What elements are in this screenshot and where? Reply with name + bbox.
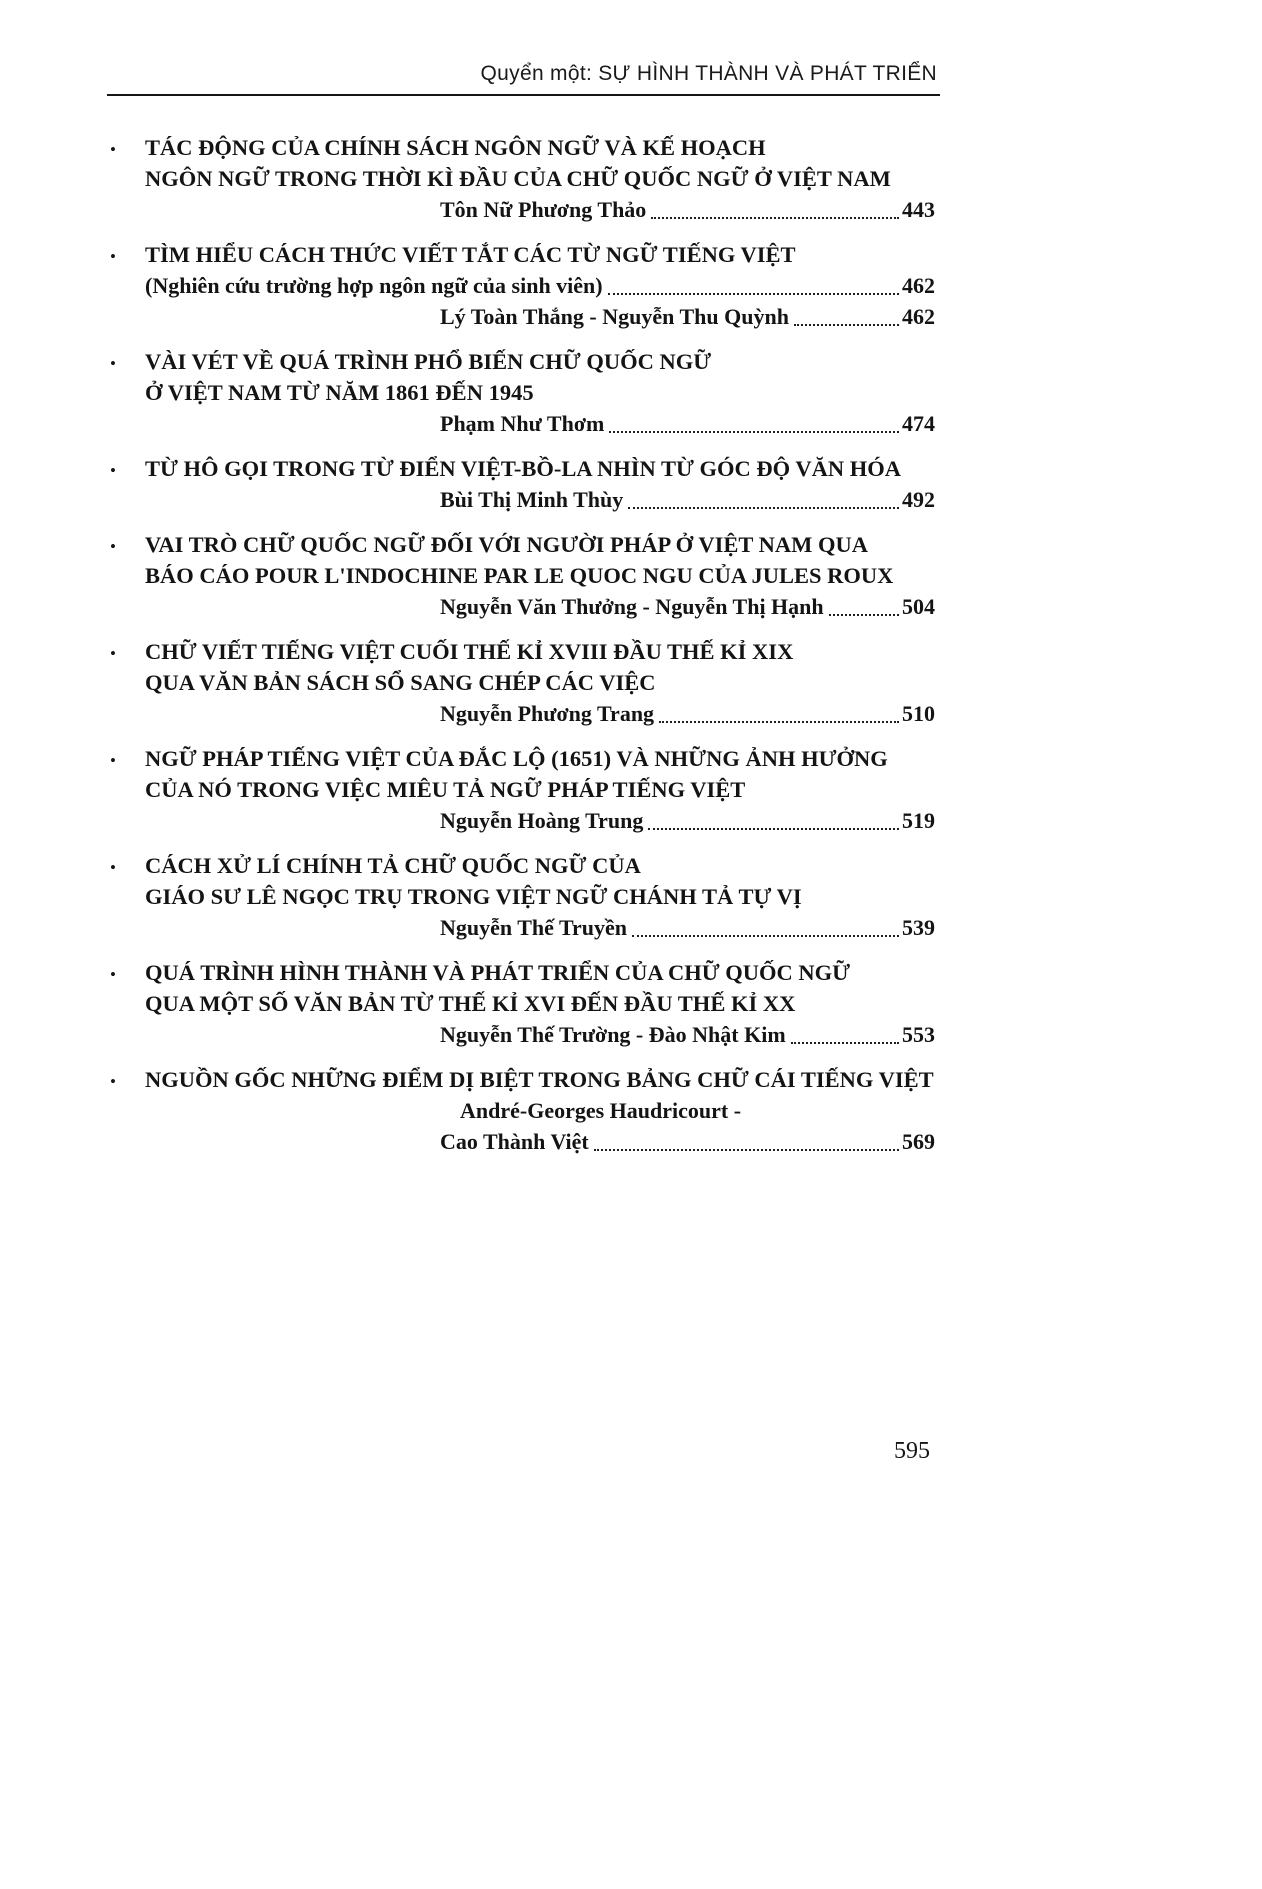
entry-body bbox=[145, 453, 935, 515]
row-text: Nguyễn Văn Thưởng - Nguyễn Thị Hạnh bbox=[440, 594, 824, 619]
row-page-number: 569 bbox=[902, 1129, 935, 1154]
entry-title-line: QUÁ TRÌNH HÌNH THÀNH VÀ PHÁT TRIỂN CỦA CHỮ QUỐC NGỮ bbox=[145, 960, 851, 985]
dot-leader bbox=[651, 217, 899, 219]
row-text: Nguyễn Thế Trường - Đào Nhật Kim bbox=[440, 1022, 786, 1047]
running-header-text: Quyển một: SỰ HÌNH THÀNH VÀ PHÁT TRIỂN bbox=[480, 62, 937, 85]
entry-row bbox=[145, 301, 935, 332]
entry-title-line: NGỮ PHÁP TIẾNG VIỆT CỦA ĐẮC LỘ (1651) VÀ NHỮNG ẢNH HƯỞNG bbox=[145, 746, 888, 771]
entry-row bbox=[145, 270, 935, 301]
entry-title-line: VÀI VÉT VỀ QUÁ TRÌNH PHỔ BIẾN CHỮ QUỐC NGỮ bbox=[145, 349, 712, 374]
dot-leader bbox=[628, 507, 899, 509]
entry-title-line: QUA VĂN BẢN SÁCH SỔ SANG CHÉP CÁC VIỆC bbox=[145, 670, 656, 695]
entry-title-line: NGÔN NGỮ TRONG THỜI KÌ ĐẦU CỦA CHỮ QUỐC NGỮ Ở VIỆT NAM bbox=[145, 166, 891, 191]
row-text: André-Georges Haudricourt - bbox=[460, 1098, 742, 1123]
bullet-icon: • bbox=[110, 751, 116, 770]
toc-entry bbox=[110, 132, 935, 225]
page-number: 595 bbox=[894, 1438, 930, 1464]
entry-title-line: Ở VIỆT NAM TỪ NĂM 1861 ĐẾN 1945 bbox=[145, 380, 534, 405]
entry-title-line: CÁCH XỬ LÍ CHÍNH TẢ CHỮ QUỐC NGỮ CỦA bbox=[145, 853, 641, 878]
entry-row bbox=[145, 1095, 935, 1126]
toc-entry bbox=[110, 636, 935, 729]
toc-entry bbox=[110, 1064, 935, 1157]
entry-title-line: QUA MỘT SỐ VĂN BẢN TỪ THẾ KỈ XVI ĐẾN ĐẦU THẾ KỈ XX bbox=[145, 991, 796, 1016]
entry-title-line: GIÁO SƯ LÊ NGỌC TRỤ TRONG VIỆT NGỮ CHÁNH TẢ TỰ VỊ bbox=[145, 884, 802, 909]
entry-body bbox=[145, 636, 935, 729]
running-header bbox=[0, 0, 1262, 94]
entry-row bbox=[145, 484, 935, 515]
row-page-number: 443 bbox=[902, 197, 935, 222]
entry-title-line: TÌM HIỂU CÁCH THỨC VIẾT TẮT CÁC TỪ NGỮ TIẾNG VIỆT bbox=[145, 242, 796, 267]
bullet-icon: • bbox=[110, 140, 116, 159]
toc-entry bbox=[110, 850, 935, 943]
entry-title-line: BÁO CÁO POUR L'INDOCHINE PAR LE QUOC NGU CỦA JULES ROUX bbox=[145, 563, 894, 588]
row-text: Bùi Thị Minh Thùy bbox=[440, 487, 624, 512]
entry-title-line: CHỮ VIẾT TIẾNG VIỆT CUỐI THẾ KỈ XVIII ĐẦU THẾ KỈ XIX bbox=[145, 639, 794, 664]
entry-title-line: NGUỒN GỐC NHỮNG ĐIỂM DỊ BIỆT TRONG BẢNG CHỮ CÁI TIẾNG VIỆT bbox=[145, 1067, 934, 1092]
entry-title-line: CỦA NÓ TRONG VIỆC MIÊU TẢ NGỮ PHÁP TIẾNG VIỆT bbox=[145, 777, 746, 802]
toc-entry bbox=[110, 743, 935, 836]
row-page-number: 519 bbox=[902, 808, 935, 833]
row-text: Phạm Như Thơm bbox=[440, 411, 605, 436]
row-page-number: 474 bbox=[902, 411, 935, 436]
bullet-icon: • bbox=[110, 537, 116, 556]
dot-leader bbox=[659, 721, 899, 723]
bullet-icon: • bbox=[110, 354, 116, 373]
row-text: Lý Toàn Thắng - Nguyễn Thu Quỳnh bbox=[440, 304, 789, 329]
entry-body bbox=[145, 132, 935, 225]
entry-body bbox=[145, 239, 935, 332]
dot-leader bbox=[594, 1149, 899, 1151]
entry-row bbox=[145, 408, 935, 439]
entry-body bbox=[145, 529, 935, 622]
bullet-icon: • bbox=[110, 644, 116, 663]
entry-body bbox=[145, 346, 935, 439]
bullet-icon: • bbox=[110, 965, 116, 984]
entry-row bbox=[145, 1019, 935, 1050]
header-rule bbox=[107, 94, 940, 96]
bullet-icon: • bbox=[110, 247, 116, 266]
entry-row bbox=[145, 194, 935, 225]
dot-leader bbox=[791, 1042, 899, 1044]
row-page-number: 553 bbox=[902, 1022, 935, 1047]
entry-body bbox=[145, 850, 935, 943]
row-text: Tôn Nữ Phương Thảo bbox=[440, 197, 647, 222]
row-text: Nguyễn Phương Trang bbox=[440, 701, 655, 726]
dot-leader bbox=[648, 828, 899, 830]
entry-row bbox=[145, 912, 935, 943]
dot-leader bbox=[609, 431, 899, 433]
entry-row bbox=[145, 1126, 935, 1157]
row-page-number: 510 bbox=[902, 701, 935, 726]
row-text: Nguyễn Thế Truyền bbox=[440, 915, 628, 940]
row-page-number: 462 bbox=[902, 304, 935, 329]
entry-row bbox=[145, 805, 935, 836]
entry-title-line: TỪ HÔ GỌI TRONG TỪ ĐIỂN VIỆT-BỒ-LA NHÌN TỪ GÓC ĐỘ VĂN HÓA bbox=[145, 456, 901, 481]
row-page-number: 492 bbox=[902, 487, 935, 512]
toc-entry bbox=[110, 957, 935, 1050]
row-text: Cao Thành Việt bbox=[440, 1129, 589, 1154]
dot-leader bbox=[829, 614, 899, 616]
entry-row bbox=[145, 698, 935, 729]
entry-title-line: VAI TRÒ CHỮ QUỐC NGỮ ĐỐI VỚI NGƯỜI PHÁP Ở VIỆT NAM QUA bbox=[145, 532, 868, 557]
bullet-icon: • bbox=[110, 461, 116, 480]
toc-entry bbox=[110, 346, 935, 439]
entry-body bbox=[145, 957, 935, 1050]
dot-leader bbox=[608, 293, 899, 295]
entry-title-line: TÁC ĐỘNG CỦA CHÍNH SÁCH NGÔN NGỮ VÀ KẾ HOẠCH bbox=[145, 135, 766, 160]
row-text: Nguyễn Hoàng Trung bbox=[440, 808, 644, 833]
row-text: (Nghiên cứu trường hợp ngôn ngữ của sinh viên) bbox=[145, 273, 603, 298]
row-page-number: 462 bbox=[902, 273, 935, 298]
toc-entry bbox=[110, 529, 935, 622]
dot-leader bbox=[794, 324, 899, 326]
entry-body bbox=[145, 1064, 935, 1157]
row-page-number: 539 bbox=[902, 915, 935, 940]
row-page-number: 504 bbox=[902, 594, 935, 619]
bullet-icon: • bbox=[110, 1072, 116, 1091]
dot-leader bbox=[632, 935, 899, 937]
toc-list bbox=[110, 132, 935, 1157]
bullet-icon: • bbox=[110, 858, 116, 877]
toc-entry bbox=[110, 453, 935, 515]
entry-body bbox=[145, 743, 935, 836]
entry-row bbox=[145, 591, 935, 622]
toc-entry bbox=[110, 239, 935, 332]
